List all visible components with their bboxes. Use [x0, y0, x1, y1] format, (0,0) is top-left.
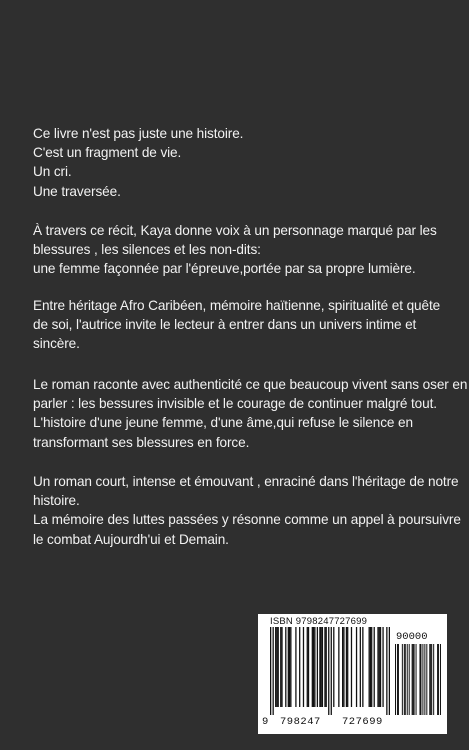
- blurb-line: transformant ses blessures en force.: [33, 434, 250, 450]
- blurb-paragraph-1: [33, 124, 443, 201]
- barcode-bar: [326, 627, 327, 707]
- barcode-bar: [313, 627, 314, 707]
- barcode-bar: [346, 627, 347, 707]
- blurb-paragraph-3: [33, 296, 443, 354]
- barcode-bar: [351, 627, 352, 707]
- barcode-bar: [322, 627, 323, 707]
- blurb-line: Ce livre n'est pas juste une histoire.: [33, 126, 244, 141]
- barcode-bar: [386, 627, 387, 715]
- blurb-line: le combat Aujourdh'ui et Demain.: [33, 531, 229, 547]
- addon-bar: [440, 644, 441, 715]
- addon-bar: [407, 644, 408, 715]
- blurb-line: histoire.: [33, 493, 80, 509]
- addon-bar: [431, 644, 432, 715]
- addon-bar: [424, 644, 425, 715]
- blurb-paragraph-4: [33, 375, 468, 452]
- addon-bar: [422, 644, 423, 715]
- barcode-bar: [275, 627, 276, 707]
- addon-bar: [420, 644, 421, 715]
- barcode-bar: [331, 627, 332, 715]
- addon-bar: [413, 644, 414, 715]
- barcode-bar: [295, 627, 296, 707]
- blurb-line: À travers ce récit, Kaya donne voix à un personnage marqué par les: [33, 223, 437, 238]
- barcode-bar: [307, 627, 308, 707]
- barcode-bar: [289, 627, 290, 707]
- barcode-left-group: 798247: [280, 716, 321, 728]
- barcode-bar: [370, 627, 371, 707]
- addon-bar: [437, 644, 438, 715]
- addon-bar: [412, 644, 413, 715]
- barcode-bar: [321, 627, 322, 707]
- barcode-bar: [303, 627, 304, 707]
- addon-bar: [426, 644, 427, 715]
- barcode-bar: [319, 627, 320, 707]
- barcode-bar: [362, 627, 363, 707]
- barcode-bar: [281, 627, 282, 707]
- barcode-bar: [360, 627, 361, 707]
- barcode-bar: [312, 627, 313, 707]
- addon-bar: [429, 644, 430, 715]
- blurb-line: de soi, l'autrice invite le lecteur à entrer dans un univers intime et: [33, 317, 417, 333]
- barcode-bar: [290, 627, 291, 707]
- barcode-right-group: 727699: [342, 716, 383, 728]
- blurb-line: Un cri.: [33, 164, 72, 180]
- price-code: 90000: [396, 631, 428, 643]
- addon-bar: [395, 644, 396, 715]
- addon-bar: [433, 644, 434, 715]
- blurb-line: C'est un fragment de vie.: [33, 145, 182, 161]
- addon-bar: [409, 644, 410, 715]
- barcode-bar: [317, 627, 318, 707]
- barcode-bar: [371, 627, 372, 707]
- blurb-line: parler : les bessures invisible et le courage de continuer malgré tout.: [33, 396, 437, 412]
- blurb-line: Un roman court, intense et émouvant , enraciné dans l'héritage de notre: [33, 474, 459, 489]
- barcode-bar: [324, 627, 325, 707]
- barcode-bar: [377, 627, 378, 707]
- barcode-bar: [343, 627, 344, 707]
- barcode-bar: [356, 627, 357, 707]
- barcode-bar: [389, 627, 390, 715]
- blurb-line: blessures , les silences et les non-dits:: [33, 242, 261, 258]
- blurb-line: sincère.: [33, 336, 80, 352]
- barcode-bar: [299, 627, 300, 707]
- blurb-line: Entre héritage Afro Caribéen, mémoire haïtienne, spiritualité et quête: [33, 298, 441, 313]
- barcode-bar: [374, 627, 375, 707]
- blurb-line: Le roman raconte avec authenticité ce que beaucoup vivent sans oser en: [33, 377, 468, 392]
- isbn-barcode: [258, 614, 447, 734]
- barcode-bar: [276, 627, 277, 707]
- barcode-bar: [369, 627, 370, 707]
- barcode-bar: [380, 627, 381, 707]
- blurb-line: Une traversée.: [33, 183, 121, 199]
- barcode-bar: [288, 627, 289, 707]
- addon-bar: [430, 644, 431, 715]
- barcode-bar: [314, 627, 315, 707]
- addon-bar: [414, 644, 415, 715]
- ean13-bars: [270, 627, 390, 715]
- barcode-bar: [328, 627, 329, 715]
- addon-bar: [397, 644, 398, 715]
- addon-bar: [398, 644, 399, 715]
- barcode-bar: [342, 627, 343, 707]
- addon-bars: [395, 644, 441, 715]
- addon-bar: [419, 644, 420, 715]
- barcode-bar: [273, 627, 274, 715]
- blurb-paragraph-2: [33, 221, 443, 279]
- addon-bar: [416, 644, 417, 715]
- barcode-digits: [258, 716, 447, 732]
- blurb-line: une femme façonnée par l'épreuve,portée par sa propre lumière.: [33, 261, 416, 277]
- barcode-bar: [382, 627, 383, 707]
- barcode-first-digit: 9: [262, 716, 269, 728]
- isbn-label: ISBN 9798247727699: [270, 616, 368, 627]
- barcode-bar: [278, 627, 279, 707]
- blurb-line: La mémoire des luttes passées y résonne comme un appel à poursuivre: [33, 512, 461, 528]
- addon-bar: [402, 644, 403, 715]
- barcode-bar: [379, 627, 380, 707]
- blurb-paragraph-5: [33, 472, 461, 549]
- barcode-bar: [347, 627, 348, 707]
- barcode-bar: [285, 627, 286, 707]
- barcode-bar: [308, 627, 309, 707]
- barcode-bar: [280, 627, 281, 707]
- blurb-line: L'histoire d'une jeune femme, d'une âme,qui refuse le silence en: [33, 415, 413, 431]
- barcode-bar: [338, 627, 339, 707]
- addon-bar: [405, 644, 406, 715]
- barcode-bar: [270, 627, 271, 715]
- barcode-bar: [333, 627, 334, 707]
- addon-bar: [438, 644, 439, 715]
- addon-bar: [404, 644, 405, 715]
